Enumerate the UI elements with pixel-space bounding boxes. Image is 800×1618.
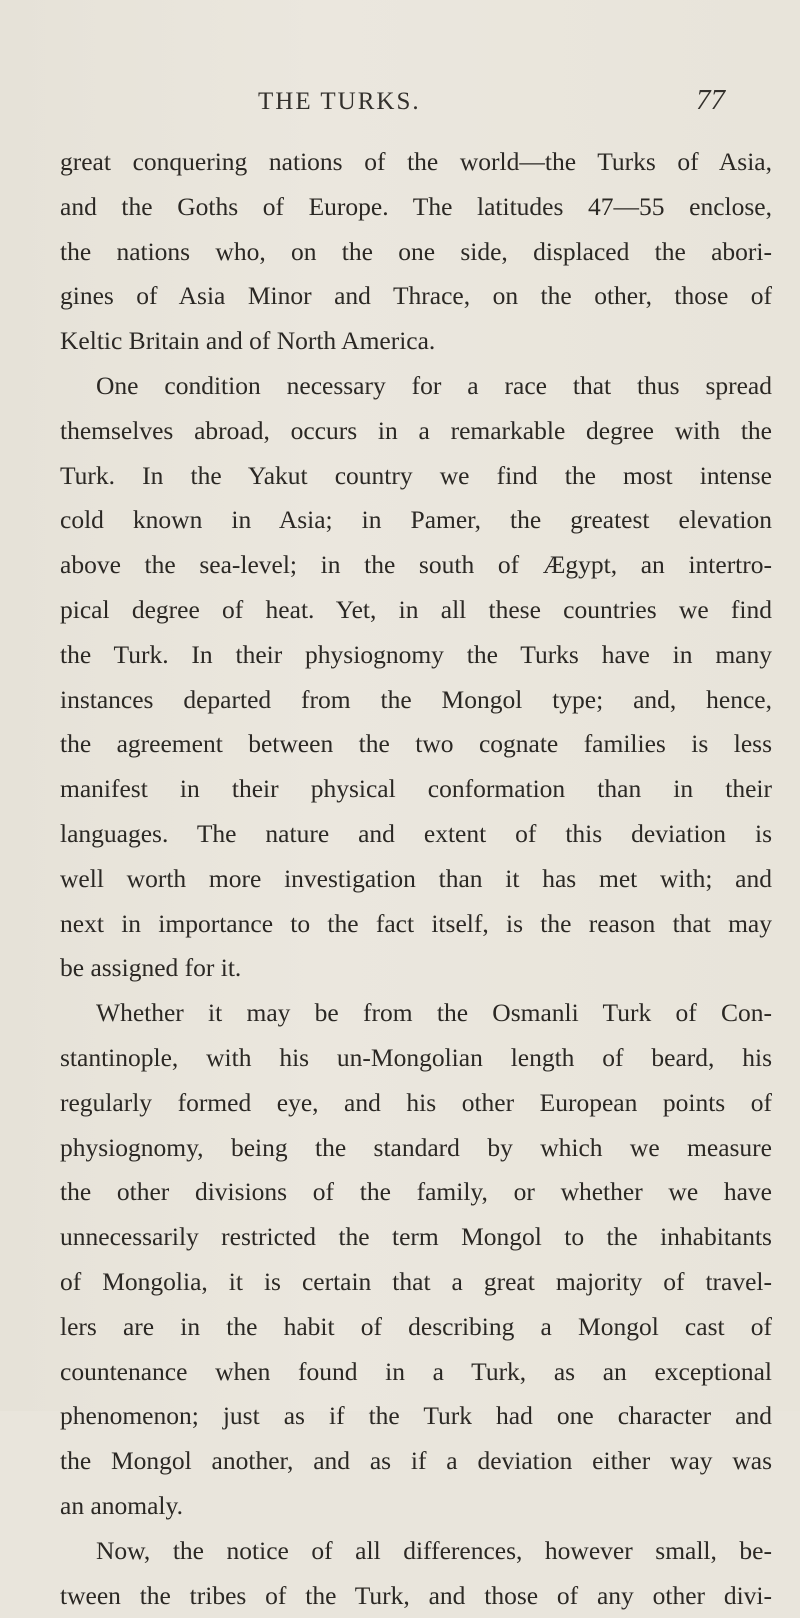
text-line: gines of Asia Minor and Thrace, on the other, those of <box>60 274 772 319</box>
text-line: countenance when found in a Turk, as an exceptional <box>60 1350 772 1395</box>
text-line: next in importance to the fact itself, is the reason that may <box>60 902 772 947</box>
text-line: languages. The nature and extent of this deviation is <box>60 812 772 857</box>
text-line: One condition necessary for a race that thus spread <box>60 364 772 409</box>
text-line: Whether it may be from the Osmanli Turk of Con- <box>60 991 772 1036</box>
text-line: an anomaly. <box>60 1484 772 1529</box>
text-line: the Mongol another, and as if a deviation either way was <box>60 1439 772 1484</box>
text-line: themselves abroad, occurs in a remarkable degree with the <box>60 409 772 454</box>
text-line: of Mongolia, it is certain that a great majority of travel- <box>60 1260 772 1305</box>
text-line: the nations who, on the one side, displaced the abori- <box>60 230 772 275</box>
text-line: regularly formed eye, and his other European points of <box>60 1081 772 1126</box>
text-line: above the sea-level; in the south of Ægypt, an intertro- <box>60 543 772 588</box>
text-line: physiognomy, being the standard by which we measure <box>60 1126 772 1171</box>
text-line: Turk. In the Yakut country we find the most intense <box>60 454 772 499</box>
text-line: cold known in Asia; in Pamer, the greatest elevation <box>60 498 772 543</box>
text-line: Now, the notice of all differences, however small, be- <box>60 1529 772 1574</box>
body-text <box>60 140 772 1618</box>
page-number: 77 <box>696 84 725 117</box>
text-line: pical degree of heat. Yet, in all these countries we find <box>60 588 772 633</box>
text-line: great conquering nations of the world—the Turks of Asia, <box>60 140 772 185</box>
text-line: lers are in the habit of describing a Mongol cast of <box>60 1305 772 1350</box>
text-line: be assigned for it. <box>60 946 772 991</box>
text-line: well worth more investigation than it has met with; and <box>60 857 772 902</box>
text-line: phenomenon; just as if the Turk had one character and <box>60 1394 772 1439</box>
text-line: instances departed from the Mongol type; and, hence, <box>60 678 772 723</box>
text-line: tween the tribes of the Turk, and those of any other divi- <box>60 1574 772 1618</box>
text-line: stantinople, with his un-Mongolian length of beard, his <box>60 1036 772 1081</box>
text-line: the agreement between the two cognate families is less <box>60 722 772 767</box>
running-head: THE TURKS. <box>258 88 421 116</box>
text-line: unnecessarily restricted the term Mongol to the inhabitants <box>60 1215 772 1260</box>
text-line: the other divisions of the family, or whether we have <box>60 1170 772 1215</box>
text-line: Keltic Britain and of North America. <box>60 319 772 364</box>
text-line: manifest in their physical conformation than in their <box>60 767 772 812</box>
text-line: and the Goths of Europe. The latitudes 47—55 enclose, <box>60 185 772 230</box>
text-line: the Turk. In their physiognomy the Turks have in many <box>60 633 772 678</box>
